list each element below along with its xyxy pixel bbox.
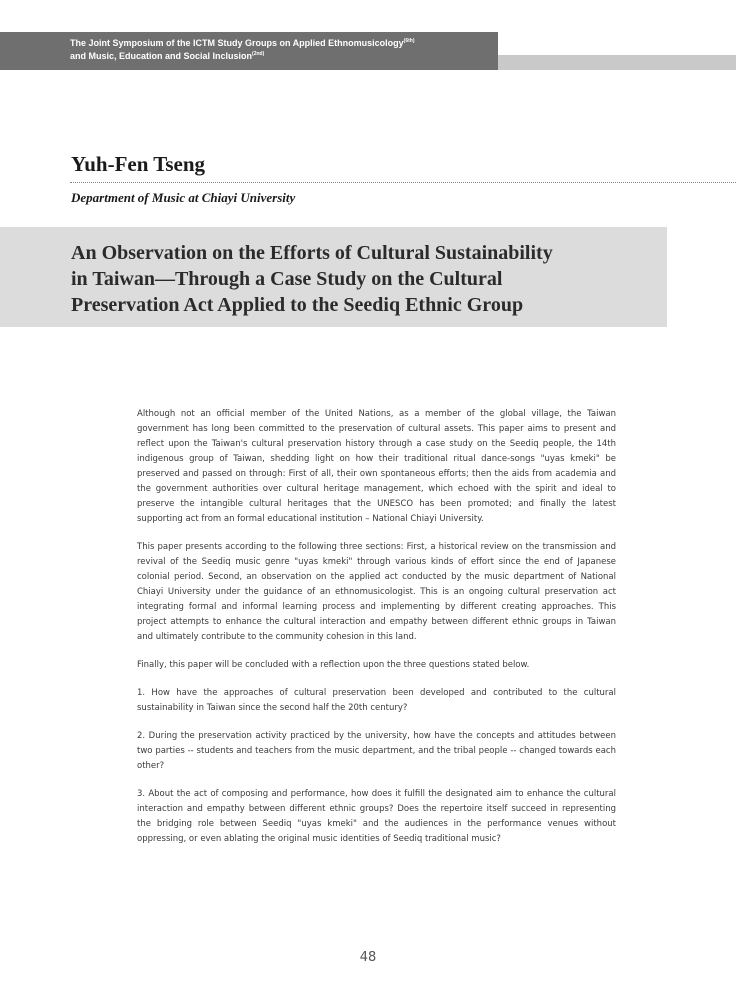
page-number: 48	[359, 950, 377, 965]
research-question-3: 3. About the act of composing and performance, how does it fulfill the designated aim to enhance the cultural interaction and empathy between different ethnic groups? Does the repertoire itself succeed in representing the bridging role between Seediq "uyas kmeki" and the audiences in the performance venues without oppressing, or even ablating the original music identities of Seediq traditional music?	[137, 789, 616, 844]
abstract-paragraph-2: This paper presents according to the following three sections: First, a historical review on the transmission and revival of the Seediq music genre "uyas kmeki" through various kinds of effort since the end of Japanese colonial period. Second, an observation on the applied act conducted by the music department of National Chiayi University under the guidance of an ethnomusicologist. This is an ongoing cultural preservation act integrating formal and informal learning process and implementing by different creating approaches. This project attempts to enhance the cultural interaction and empathy between different ethnic groups in Taiwan and ultimately contribute to the community cohesion in this land.	[137, 542, 616, 642]
abstract-body	[137, 407, 616, 857]
header-line-2	[70, 50, 490, 63]
header-line-2-text: and Music, Education and Social Inclusion	[70, 51, 253, 61]
abstract-paragraph-1: Although not an official member of the United Nations, as a member of the global village, the Taiwan government has long been committed to the preservation of cultural assets. This paper aims to present and reflect upon the Taiwan's cultural preservation history through a case study on the Seediq people, the 14th indigenous group of Taiwan, shedding light on how their traditional ritual dance-songs "uyas kmeki" be preserved and passed on through: First of all, their own spontaneous efforts; then the aids from academia and the government authorities over cultural heritage management, which echoed with the spirit and ideal to preserve the intangible cultural heritages that the UNESCO has been promoted; and finally the latest supporting act from an formal educational institution – National Chiayi University.	[137, 409, 616, 524]
paper-title-line-1: An Observation on the Efforts of Cultural Sustainability	[71, 242, 553, 264]
paper-title-line-3: Preservation Act Applied to the Seediq Ethnic Group	[71, 294, 524, 316]
paper-title-line-2: in Taiwan—Through a Case Study on the Cultural	[71, 268, 503, 290]
research-question-1: 1. How have the approaches of cultural preservation been developed and contributed to the cultural sustainability in Taiwan since the second half the 20th century?	[137, 688, 616, 713]
author-name: Yuh-Fen Tseng	[71, 152, 206, 176]
header-line-1	[70, 37, 490, 50]
header-line-1-edition: (6th)	[403, 38, 415, 44]
dotted-divider	[70, 182, 736, 183]
symposium-header-text	[70, 37, 490, 63]
header-line-2-edition: (2nd)	[252, 51, 265, 57]
abstract-paragraph-3: Finally, this paper will be concluded with a reflection upon the three questions stated below.	[137, 660, 530, 670]
author-affiliation: Department of Music at Chiayi University	[71, 190, 296, 205]
paper-title	[71, 240, 631, 318]
header-line-1-text: The Joint Symposium of the ICTM Study Groups on Applied Ethnomusicology	[70, 38, 404, 48]
research-question-2: 2. During the preservation activity practiced by the university, how have the concepts and attitudes between two parties -- students and teachers from the music department, and the tribal people -- changed towards each other?	[137, 731, 616, 771]
